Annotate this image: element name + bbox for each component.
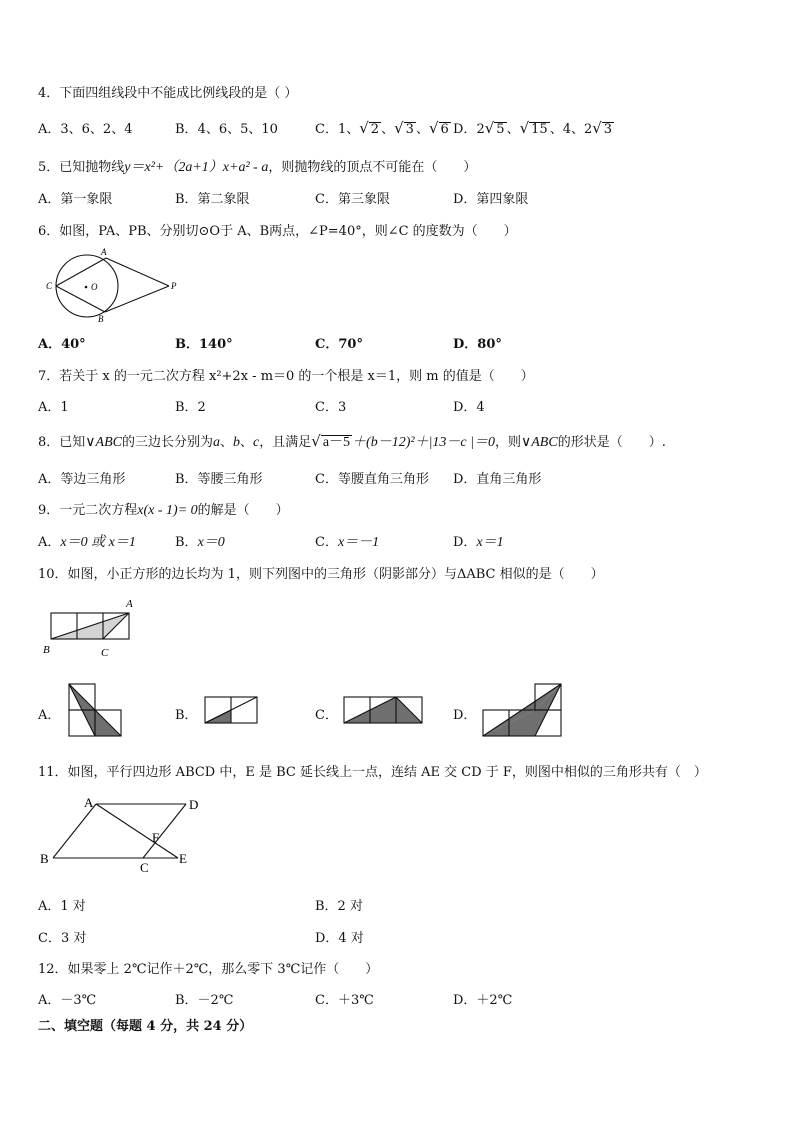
- q8-option-c: C．等腰直角三角形: [315, 472, 429, 487]
- q6-option-b: B．140°: [175, 337, 233, 352]
- q5-option-b: B．第二象限: [175, 192, 250, 207]
- q6-segment-cb: [56, 286, 105, 312]
- q11-label-d: D: [189, 797, 199, 812]
- q11-label-b: B: [40, 851, 49, 866]
- q11-label-e: E: [179, 851, 187, 866]
- q9-option-b: B．x＝0: [175, 535, 225, 550]
- q10-option-d: D．: [453, 708, 477, 723]
- q11-option-c: C．3 对: [38, 931, 87, 946]
- q6-label-o: O: [91, 282, 98, 292]
- q11-label-f: F: [152, 830, 160, 845]
- q6-segment-ca: [56, 258, 106, 286]
- q6-option-c: C．70°: [315, 337, 363, 352]
- q6-tangent-pa: [106, 258, 169, 286]
- q7-stem: 7．若关于 x 的一元二次方程 x²+2x - m＝0 的一个根是 x＝1，则 m 的值是（ ）: [38, 369, 534, 384]
- q11-segment-ae: [96, 804, 178, 858]
- q10-stem: 10．如图，小正方形的边长均为 1，则下列图中的三角形（阴影部分）与ΔABC 相似的是（ ）: [38, 567, 604, 582]
- q10-option-a: A．: [38, 708, 61, 723]
- q4-option-d: D．2√ 5 、√ 15 、4、2√ 3: [453, 119, 613, 137]
- q7-option-c: C．3: [315, 400, 347, 415]
- q6-option-a: A．40°: [38, 337, 86, 352]
- q9-option-d: D．x＝1: [453, 535, 504, 550]
- q8-option-b: B．等腰三角形: [175, 472, 263, 487]
- q10-option-b: B．: [175, 708, 198, 723]
- q5-stem: 5．已知抛物线y＝x²+（2a+1）x+a² - a，则抛物线的顶点不可能在（ ）: [38, 160, 477, 175]
- q10-option-a-figure: [66, 682, 126, 740]
- q6-circle: [56, 255, 118, 317]
- q11-stem: 11．如图，平行四边形 ABCD 中，E 是 BC 延长线上一点，连结 AE 交 CD 于 F，则图中相似的三角形共有（ ）: [38, 765, 707, 780]
- q10-label-a: A: [126, 598, 133, 610]
- q6-label-c: C: [46, 281, 53, 291]
- q11-label-a: A: [84, 795, 94, 810]
- q10-option-d-figure: [480, 682, 564, 740]
- q7-option-b: B．2: [175, 400, 206, 415]
- q6-center-dot: [85, 286, 88, 289]
- q9-stem: 9．一元二次方程x(x - 1)= 0的解是（ ）: [38, 503, 289, 518]
- q12-option-b: B．－2℃: [175, 993, 234, 1008]
- q11-label-c: C: [140, 860, 149, 875]
- q11-side-dc: [143, 804, 186, 858]
- q8-stem: 8．已知∨ABC的三边长分别为a、b、c，且满足√ a－5 ＋(b－12)²＋|13－c |＝0，则∨ABC的形状是（ ）.: [38, 432, 666, 450]
- q12-option-c: C．＋3℃: [315, 993, 374, 1008]
- q10-label-c: C: [101, 647, 109, 659]
- q6-label-a: A: [101, 247, 107, 257]
- q12-option-a: A．－3℃: [38, 993, 97, 1008]
- q11-side-ab: [53, 804, 96, 858]
- q10-option-c: C．: [315, 708, 338, 723]
- q6-tangent-figure: [44, 244, 184, 324]
- q4-option-c: C．1、√ 2 、√ 3 、√ 6: [315, 119, 449, 137]
- q11-option-d: D．4 对: [315, 931, 364, 946]
- q5-option-c: C．第三象限: [315, 192, 390, 207]
- q9-option-c: C．x＝－1: [315, 535, 380, 550]
- q11-option-a: A．1 对: [38, 899, 86, 914]
- q6-label-p: P: [171, 281, 177, 291]
- q4-option-b: B．4、6、5、10: [175, 122, 278, 137]
- q10-c-shade: [344, 697, 422, 723]
- q6-stem: 6．如图，PA、PB、分别切⊙O于 A、B两点，∠P=40°，则∠C 的度数为（ ）: [38, 224, 517, 239]
- q10-reference-figure: [38, 594, 148, 660]
- q10-label-b: B: [43, 644, 50, 656]
- q10-option-c-figure: [341, 694, 425, 726]
- q8-option-d: D．直角三角形: [453, 472, 542, 487]
- q5-option-d: D．第四象限: [453, 192, 529, 207]
- q5-option-a: A．第一象限: [38, 192, 113, 207]
- q11-parallelogram-figure: [38, 790, 208, 876]
- q10-option-b-figure: [202, 696, 262, 726]
- q4-option-a: A．3、6、2、4: [38, 122, 133, 137]
- q12-option-d: D．＋2℃: [453, 993, 513, 1008]
- q6-option-d: D．80°: [453, 337, 502, 352]
- q9-option-a: A．x＝0 或 x＝1: [38, 535, 136, 550]
- q7-option-a: A．1: [38, 400, 69, 415]
- q12-stem: 12．如果零上 2℃记作＋2℃，那么零下 3℃记作（ ）: [38, 962, 379, 977]
- q4-stem: 4．下面四组线段中不能成比例线段的是（ ）: [38, 86, 298, 101]
- q6-label-b: B: [98, 314, 104, 324]
- q7-option-d: D．4: [453, 400, 485, 415]
- section-fill-blank-heading: 二、填空题（每题 4 分，共 24 分）: [38, 1019, 253, 1034]
- q11-option-b: B．2 对: [315, 899, 363, 914]
- q8-option-a: A．等边三角形: [38, 472, 126, 487]
